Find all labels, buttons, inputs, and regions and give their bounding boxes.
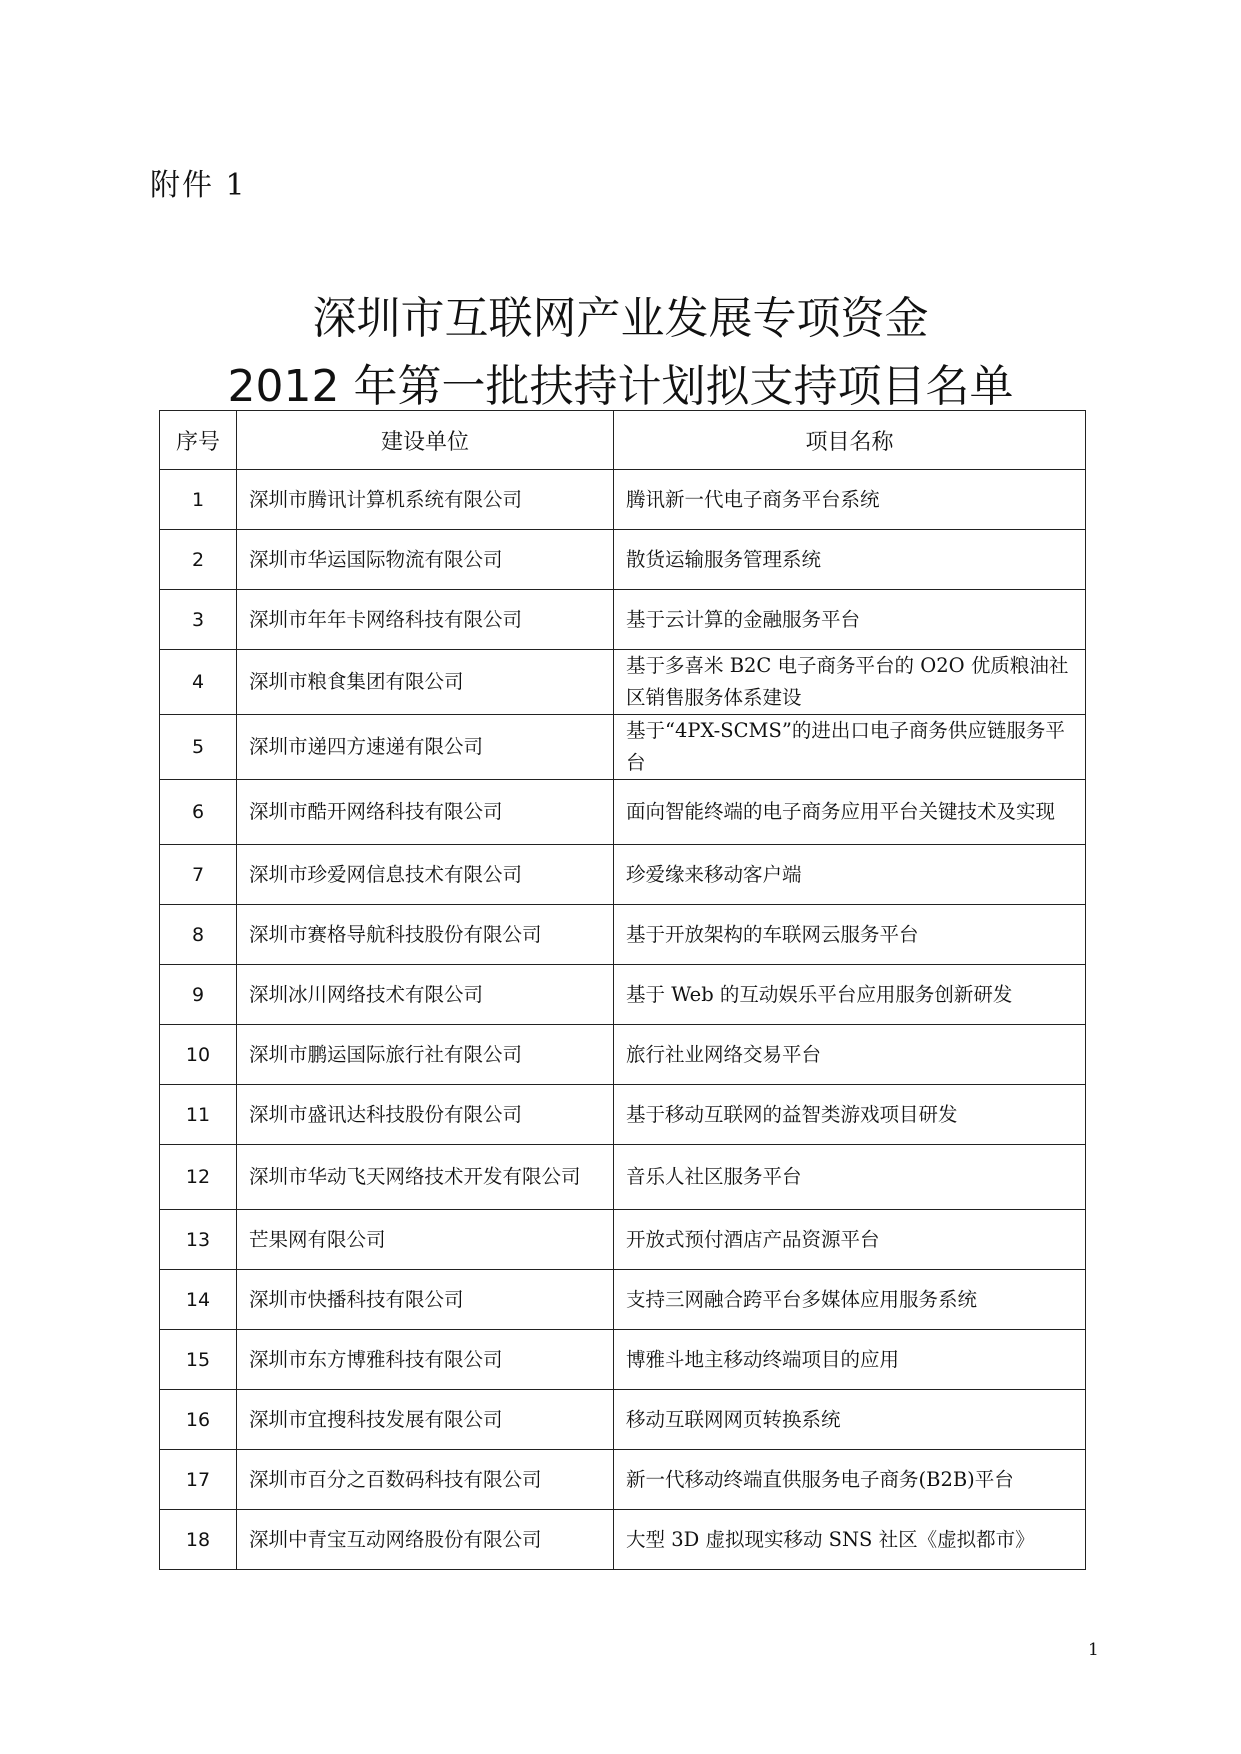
row-organization: 深圳市宜搜科技发展有限公司: [237, 1390, 614, 1450]
row-project: 珍爱缘来移动客户端: [614, 845, 1086, 905]
row-organization: 深圳市鹏运国际旅行社有限公司: [237, 1025, 614, 1085]
project-list-table: [159, 410, 1086, 1570]
row-project: 支持三网融合跨平台多媒体应用服务系统: [614, 1270, 1086, 1330]
row-project: 新一代移动终端直供服务电子商务(B2B)平台: [614, 1450, 1086, 1510]
page-number: 1: [1088, 1640, 1099, 1660]
row-project: 基于 Web 的互动娱乐平台应用服务创新研发: [614, 965, 1086, 1025]
table-row: [160, 590, 1086, 650]
document-title-line2: 2012 年第一批扶持计划拟支持项目名单: [227, 361, 1014, 412]
row-project: 移动互联网网页转换系统: [614, 1390, 1086, 1450]
table-row: [160, 1270, 1086, 1330]
table-row: [160, 650, 1086, 715]
attachment-label: 附件 1: [150, 168, 247, 203]
header-serial-number: 序号: [160, 411, 237, 470]
row-number: 12: [160, 1145, 237, 1210]
row-number: 15: [160, 1330, 237, 1390]
table-row: [160, 1145, 1086, 1210]
row-project: 基于多喜米 B2C 电子商务平台的 O2O 优质粮油社区销售服务体系建设: [614, 650, 1086, 715]
row-number: 14: [160, 1270, 237, 1330]
row-project: 博雅斗地主移动终端项目的应用: [614, 1330, 1086, 1390]
row-organization: 深圳市赛格导航科技股份有限公司: [237, 905, 614, 965]
table-row: [160, 1210, 1086, 1270]
row-number: 18: [160, 1510, 237, 1570]
table-row: [160, 715, 1086, 780]
row-number: 7: [160, 845, 237, 905]
row-project: 基于开放架构的车联网云服务平台: [614, 905, 1086, 965]
table-row: [160, 1450, 1086, 1510]
row-number: 8: [160, 905, 237, 965]
table-row: [160, 965, 1086, 1025]
row-number: 9: [160, 965, 237, 1025]
table-row: [160, 1510, 1086, 1570]
row-organization: 深圳市年年卡网络科技有限公司: [237, 590, 614, 650]
table-row: [160, 1330, 1086, 1390]
table-row: [160, 1085, 1086, 1145]
row-number: 1: [160, 470, 237, 530]
row-project: 基于移动互联网的益智类游戏项目研发: [614, 1085, 1086, 1145]
row-number: 6: [160, 780, 237, 845]
row-number: 13: [160, 1210, 237, 1270]
row-number: 2: [160, 530, 237, 590]
row-organization: 深圳市递四方速递有限公司: [237, 715, 614, 780]
row-project: 腾讯新一代电子商务平台系统: [614, 470, 1086, 530]
row-organization: 深圳市盛讯达科技股份有限公司: [237, 1085, 614, 1145]
row-organization: 深圳市粮食集团有限公司: [237, 650, 614, 715]
row-organization: 深圳市东方博雅科技有限公司: [237, 1330, 614, 1390]
table-row: [160, 905, 1086, 965]
row-project: 旅行社业网络交易平台: [614, 1025, 1086, 1085]
table-header-row: [160, 411, 1086, 470]
row-project: 大型 3D 虚拟现实移动 SNS 社区《虚拟都市》: [614, 1510, 1086, 1570]
table-row: [160, 845, 1086, 905]
row-number: 5: [160, 715, 237, 780]
row-organization: 深圳冰川网络技术有限公司: [237, 965, 614, 1025]
row-number: 3: [160, 590, 237, 650]
row-organization: 深圳市华运国际物流有限公司: [237, 530, 614, 590]
row-project: 基于“4PX-SCMS”的进出口电子商务供应链服务平台: [614, 715, 1086, 780]
row-organization: 深圳市华动飞天网络技术开发有限公司: [237, 1145, 614, 1210]
row-organization: 深圳市快播科技有限公司: [237, 1270, 614, 1330]
row-number: 16: [160, 1390, 237, 1450]
row-organization: 深圳市珍爱网信息技术有限公司: [237, 845, 614, 905]
row-number: 17: [160, 1450, 237, 1510]
row-project: 音乐人社区服务平台: [614, 1145, 1086, 1210]
row-project: 散货运输服务管理系统: [614, 530, 1086, 590]
row-number: 10: [160, 1025, 237, 1085]
row-organization: 深圳市腾讯计算机系统有限公司: [237, 470, 614, 530]
table-row: [160, 1390, 1086, 1450]
table-row: [160, 470, 1086, 530]
row-organization: 芒果网有限公司: [237, 1210, 614, 1270]
row-project: 开放式预付酒店产品资源平台: [614, 1210, 1086, 1270]
table-row: [160, 530, 1086, 590]
row-number: 11: [160, 1085, 237, 1145]
document-title-line1: 深圳市互联网产业发展专项资金: [312, 293, 929, 344]
table-row: [160, 780, 1086, 845]
header-organization: 建设单位: [237, 411, 614, 470]
row-project: 面向智能终端的电子商务应用平台关键技术及实现: [614, 780, 1086, 845]
row-organization: 深圳中青宝互动网络股份有限公司: [237, 1510, 614, 1570]
row-project: 基于云计算的金融服务平台: [614, 590, 1086, 650]
row-organization: 深圳市百分之百数码科技有限公司: [237, 1450, 614, 1510]
header-project-name: 项目名称: [614, 411, 1086, 470]
row-number: 4: [160, 650, 237, 715]
table-row: [160, 1025, 1086, 1085]
row-organization: 深圳市酷开网络科技有限公司: [237, 780, 614, 845]
